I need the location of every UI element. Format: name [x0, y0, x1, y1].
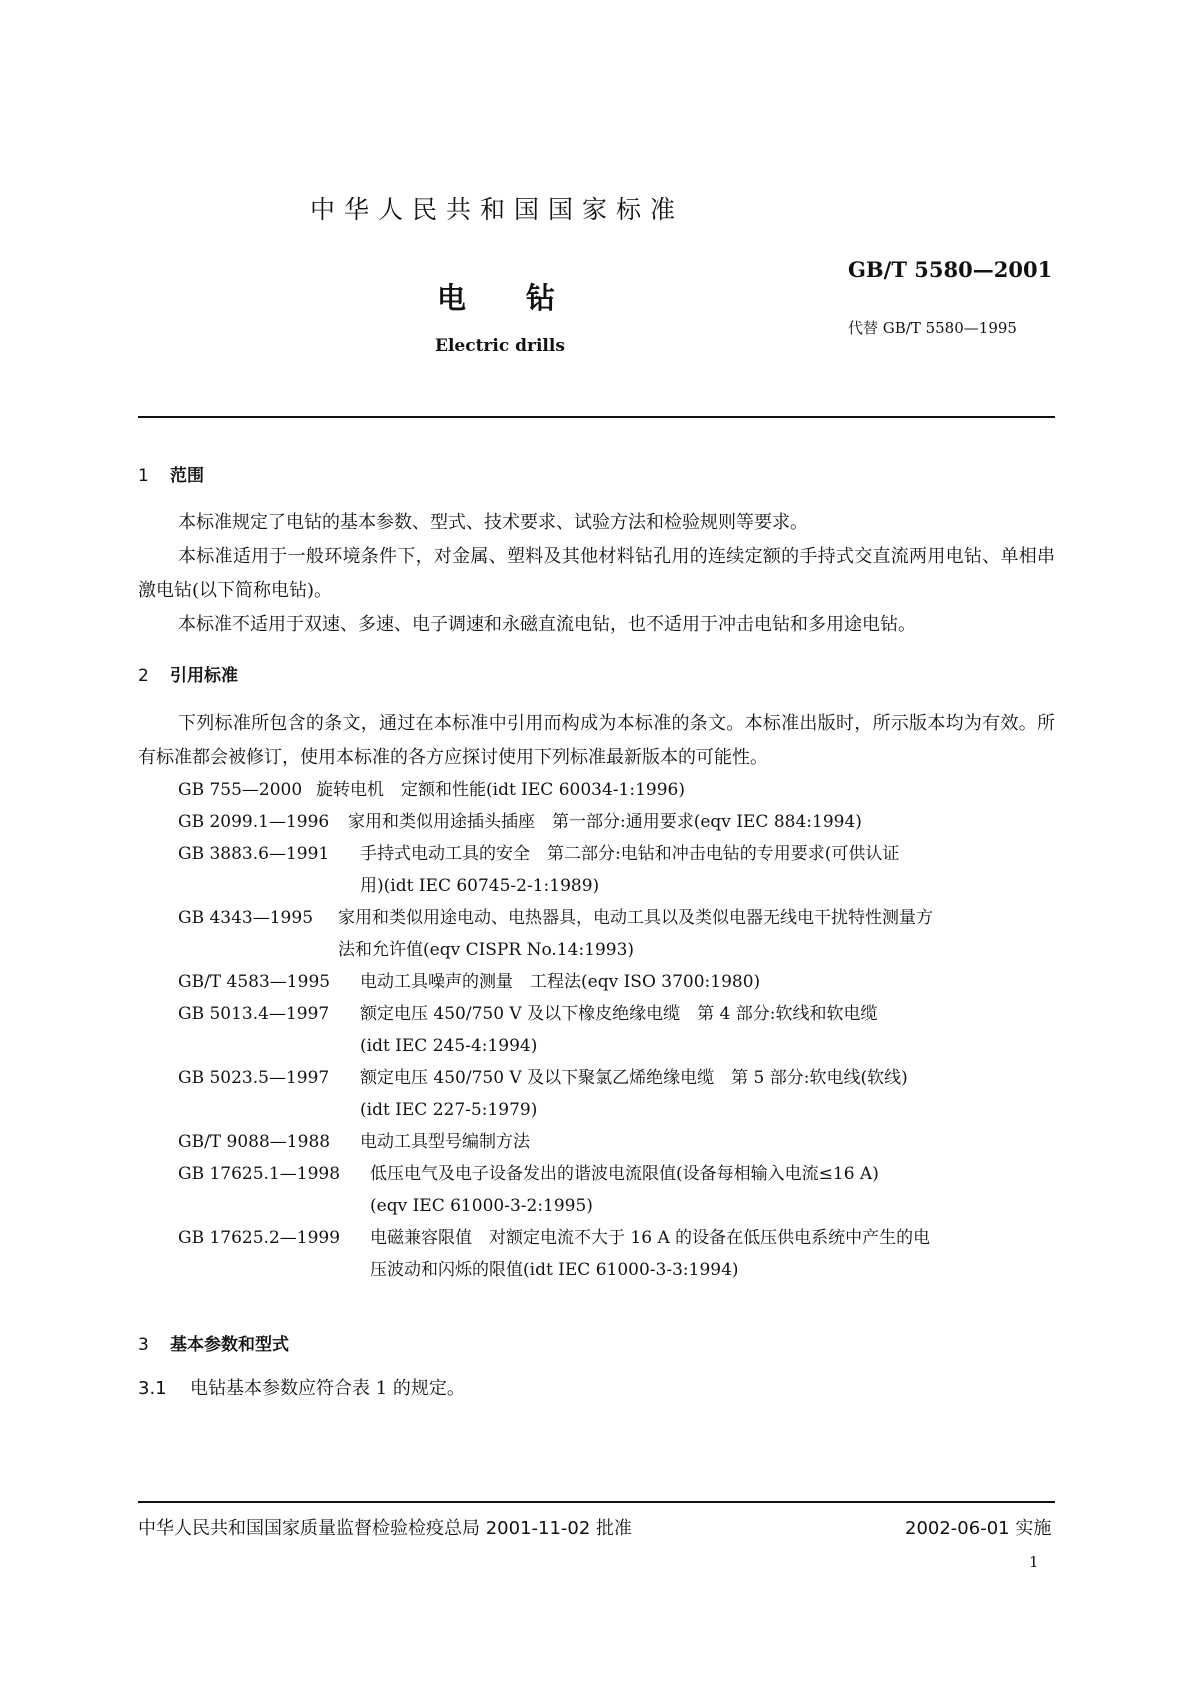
effective-date: 2002-06-01 实施	[905, 1518, 1052, 1539]
reference-title: 电磁兼容限值 对额定电流不大于 16 A 的设备在低压供电系统中产生的电	[370, 1228, 931, 1248]
standard-title-cn: 电钻	[437, 281, 616, 315]
page-number: 1	[1029, 1553, 1039, 1571]
replaces-standard: 代替 GB/T 5580—1995	[848, 319, 1017, 337]
reference-code: GB 17625.2—1999	[178, 1228, 341, 1248]
reference-code: GB 5013.4—1997	[178, 1004, 330, 1024]
paragraph: 下列标准所包含的条文，通过在本标准中引用而构成为本标准的条文。本标准出版时，所示版本均为有效。所有标准都会被修订，使用本标准的各方应探讨使用下列标准最新版本的可能性。	[138, 713, 1055, 768]
reference-title: 电动工具型号编制方法	[360, 1132, 530, 1152]
reference-title: 手持式电动工具的安全 第二部分:电钻和冲击电钻的专用要求(可供认证	[360, 844, 900, 864]
reference-code: GB 755—2000	[178, 780, 303, 800]
reference-title: 家用和类似用途电动、电热器具，电动工具以及类似电器无线电干扰特性测量方	[338, 908, 933, 928]
section-heading-parameters	[138, 1330, 289, 1355]
reference-code: GB/T 4583—1995	[178, 972, 331, 992]
reference-item	[178, 806, 862, 838]
reference-item	[178, 966, 760, 998]
section-title: 基本参数和型式	[170, 1335, 289, 1355]
reference-item	[178, 1126, 530, 1158]
section-heading-scope	[138, 461, 204, 486]
clause-number: 3.1	[138, 1378, 167, 1399]
reference-code: GB 5023.5—1997	[178, 1068, 330, 1088]
clause-3-1	[138, 1374, 465, 1400]
section-number: 2	[138, 666, 149, 686]
national-standard-heading: 中华人民共和国国家标准	[310, 195, 685, 224]
reference-item	[178, 838, 899, 902]
paragraph: 本标准适用于一般环境条件下，对金属、塑料及其他材料钻孔用的连续定额的手持式交直流两用电钻、单相串激电钻(以下简称电钻)。	[138, 546, 1055, 601]
reference-code: GB 2099.1—1996	[178, 812, 330, 832]
section-number: 3	[138, 1335, 149, 1355]
bottom-divider	[138, 1501, 1055, 1503]
reference-item	[178, 902, 933, 966]
reference-title-continued: 压波动和闪烁的限值(idt IEC 61000-3-3:1994)	[370, 1260, 739, 1280]
reference-item	[178, 1222, 930, 1286]
clause-text: 电钻基本参数应符合表 1 的规定。	[190, 1378, 465, 1399]
reference-title: 低压电气及电子设备发出的谐波电流限值(设备每相输入电流≤16 A)	[370, 1164, 879, 1184]
reference-title: 额定电压 450/750 V 及以下橡皮绝缘电缆 第 4 部分:软线和软电缆	[360, 1004, 878, 1024]
reference-code: GB 4343—1995	[178, 908, 314, 928]
top-divider	[138, 416, 1055, 418]
reference-code: GB 17625.1—1998	[178, 1164, 341, 1184]
issuer-approval: 中华人民共和国国家质量监督检验检疫总局 2001-11-02 批准	[138, 1518, 633, 1539]
reference-title: 额定电压 450/750 V 及以下聚氯乙烯绝缘电缆 第 5 部分:软电线(软线)	[360, 1068, 908, 1088]
reference-item	[178, 1158, 879, 1222]
reference-item	[178, 774, 685, 806]
reference-title: 旋转电机 定额和性能(idt IEC 60034-1:1996)	[316, 780, 685, 800]
reference-title: 电动工具噪声的测量 工程法(eqv ISO 3700:1980)	[360, 972, 761, 992]
reference-code: GB 3883.6—1991	[178, 844, 330, 864]
reference-title-continued: (idt IEC 245-4:1994)	[360, 1036, 538, 1056]
reference-item	[178, 1062, 908, 1126]
standard-number: GB/T 5580—2001	[848, 257, 1053, 282]
section-heading-references	[138, 661, 238, 686]
paragraph: 本标准规定了电钻的基本参数、型式、技术要求、试验方法和检验规则等要求。	[178, 512, 808, 533]
section-title: 范围	[170, 466, 204, 486]
reference-title-continued: 法和允许值(eqv CISPR No.14:1993)	[338, 940, 635, 960]
section-number: 1	[138, 466, 149, 486]
reference-item	[178, 998, 877, 1062]
reference-code: GB/T 9088—1988	[178, 1132, 331, 1152]
section-title: 引用标准	[170, 666, 238, 686]
reference-title-continued: 用)(idt IEC 60745-2-1:1989)	[360, 876, 600, 896]
reference-title-continued: (idt IEC 227-5:1979)	[360, 1100, 538, 1120]
reference-title: 家用和类似用途插头插座 第一部分:通用要求(eqv IEC 884:1994)	[348, 812, 862, 832]
paragraph: 本标准不适用于双速、多速、电子调速和永磁直流电钻，也不适用于冲击电钻和多用途电钻。	[178, 614, 916, 635]
reference-title-continued: (eqv IEC 61000-3-2:1995)	[370, 1196, 593, 1216]
standard-title-en: Electric drills	[435, 336, 565, 356]
